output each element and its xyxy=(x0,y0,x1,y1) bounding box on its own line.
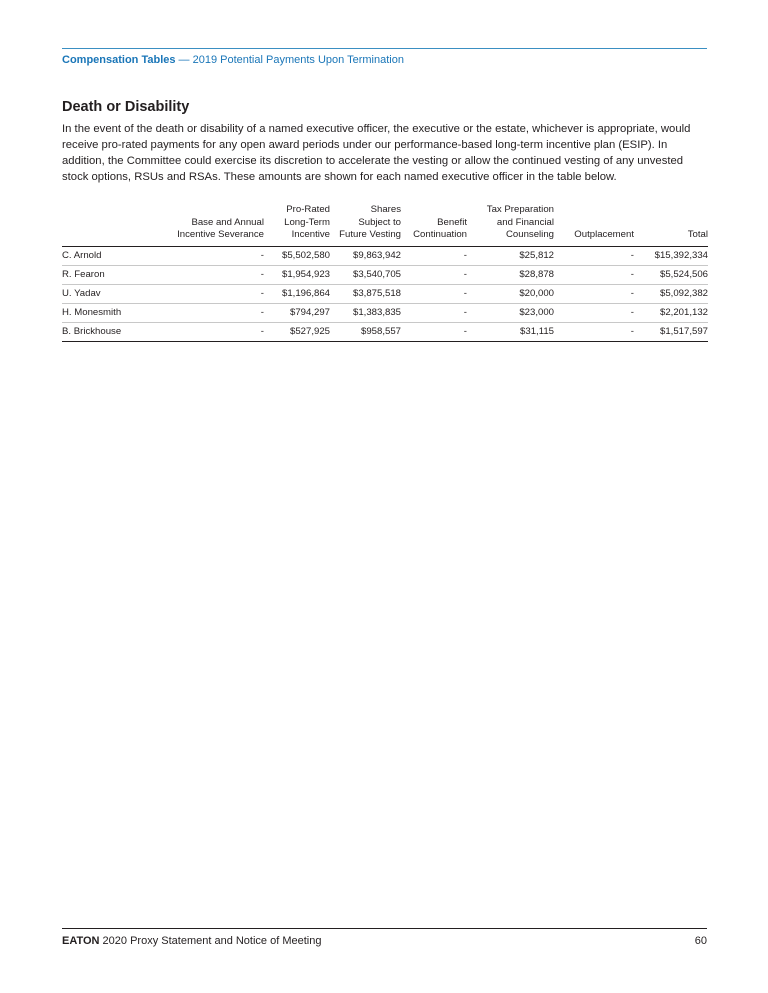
executive-name: R. Fearon xyxy=(62,265,162,284)
table-cell: - xyxy=(162,322,264,341)
table-cell-total: $15,392,334 xyxy=(634,246,708,265)
section-subtitle: — 2019 Potential Payments Upon Termination xyxy=(175,54,404,66)
section-title: Compensation Tables xyxy=(62,54,176,66)
table-cell-total: $2,201,132 xyxy=(634,303,708,322)
table-cell: $3,875,518 xyxy=(330,284,401,303)
table-cell-total: $1,517,597 xyxy=(634,322,708,341)
table-cell: - xyxy=(554,246,634,265)
table-cell: - xyxy=(401,265,467,284)
table-header-row xyxy=(62,204,708,246)
intro-paragraph: In the event of the death or disability of a named executive officer, the executive or the estate, whichever is appropriate, would receive pro-rated payments for any open award periods under our performance-based long-term incentive plan (ESIP). In addition, the Committee could exercise its discretion to accelerate the vesting or allow the continued vesting of any unvested stock options, RSUs and RSAs. These amounts are shown for each named executive officer in the table below. xyxy=(62,123,691,183)
table-cell: - xyxy=(162,246,264,265)
footer-rule xyxy=(62,928,707,929)
table-row xyxy=(62,284,708,303)
table-cell: $1,383,835 xyxy=(330,303,401,322)
table-cell: $9,863,942 xyxy=(330,246,401,265)
table-cell: $5,502,580 xyxy=(264,246,330,265)
executive-name: C. Arnold xyxy=(62,246,162,265)
footer-title xyxy=(62,935,321,947)
table-cell: - xyxy=(401,284,467,303)
table-cell: $958,557 xyxy=(330,322,401,341)
table-cell: - xyxy=(401,322,467,341)
page-number: 60 xyxy=(694,935,707,947)
executive-name: B. Brickhouse xyxy=(62,322,162,341)
table-row xyxy=(62,246,708,265)
document-title: 2020 Proxy Statement and Notice of Meeting xyxy=(99,935,322,947)
column-header-outplacement: Outplacement xyxy=(554,204,634,246)
table-row xyxy=(62,303,708,322)
table-cell: $794,297 xyxy=(264,303,330,322)
executive-name: U. Yadav xyxy=(62,284,162,303)
table-cell: $1,954,923 xyxy=(264,265,330,284)
table-cell: - xyxy=(162,303,264,322)
table-row xyxy=(62,322,708,341)
brand-name: EATON xyxy=(62,935,100,947)
table-cell: $20,000 xyxy=(467,284,554,303)
table-cell: $1,196,864 xyxy=(264,284,330,303)
table-cell: - xyxy=(554,303,634,322)
column-header-long-term-incentive: Pro-Rated Long-Term Incentive xyxy=(264,204,330,246)
column-header-tax-preparation: Tax Preparation and Financial Counseling xyxy=(467,204,554,246)
section-header xyxy=(62,54,404,66)
header-rule xyxy=(62,48,707,49)
table-cell: $25,812 xyxy=(467,246,554,265)
table-row xyxy=(62,265,708,284)
payments-table xyxy=(62,204,708,342)
table-cell: $527,925 xyxy=(264,322,330,341)
table-cell-total: $5,524,506 xyxy=(634,265,708,284)
page-heading: Death or Disability xyxy=(62,99,190,115)
table-cell: $28,878 xyxy=(467,265,554,284)
column-header-future-vesting: Shares Subject to Future Vesting xyxy=(330,204,401,246)
table-cell: - xyxy=(401,303,467,322)
table-cell: $3,540,705 xyxy=(330,265,401,284)
table-cell-total: $5,092,382 xyxy=(634,284,708,303)
table-cell: - xyxy=(554,265,634,284)
executive-name: H. Monesmith xyxy=(62,303,162,322)
column-header-name xyxy=(62,204,162,246)
table-cell: - xyxy=(554,284,634,303)
table-cell: - xyxy=(401,246,467,265)
table-cell: $23,000 xyxy=(467,303,554,322)
table-cell: - xyxy=(554,322,634,341)
column-header-total: Total xyxy=(634,204,708,246)
column-header-base-severance: Base and Annual Incentive Severance xyxy=(162,204,264,246)
table-cell: - xyxy=(162,284,264,303)
table-cell: $31,115 xyxy=(467,322,554,341)
column-header-benefit-continuation: Benefit Continuation xyxy=(401,204,467,246)
table-cell: - xyxy=(162,265,264,284)
